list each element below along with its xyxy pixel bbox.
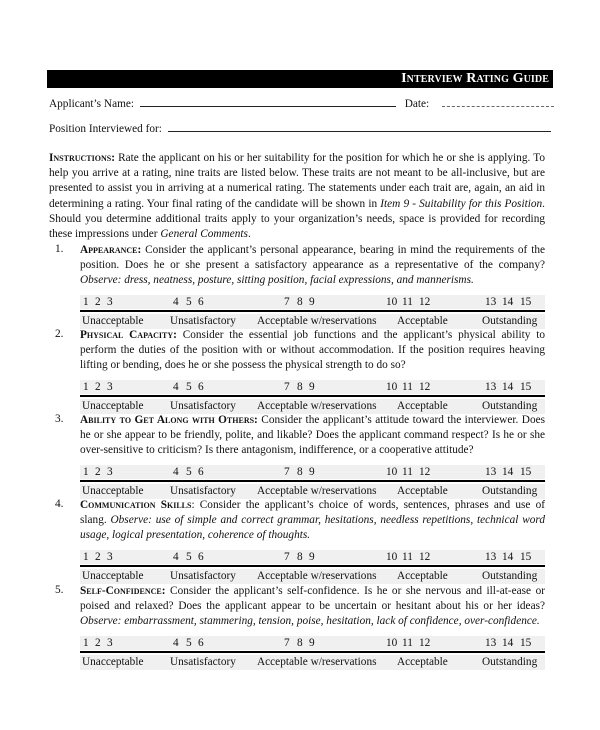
text-segment: Item 9 - Suitability for this Position (380, 197, 543, 210)
rating-labels-row (80, 314, 545, 329)
rating-labels-row (80, 569, 545, 584)
rating-option[interactable]: 9 (309, 381, 315, 393)
rating-numbers-row (80, 465, 545, 479)
rating-numbers-row (80, 380, 545, 394)
rating-label: Unsatisfactory (170, 570, 236, 582)
trait-item (49, 584, 545, 630)
rating-option[interactable]: 4 (173, 637, 179, 649)
rating-option[interactable]: 1 (83, 637, 89, 649)
section-heading: Communication Skills (80, 499, 192, 511)
rating-option[interactable]: 8 (297, 637, 303, 649)
position-line[interactable] (168, 122, 551, 132)
date-line[interactable] (442, 97, 554, 107)
text-segment: Observe: use of simple and correct grammar, hesitations, needless repetitions, technical word usage, logical presentation, coherence of thoughts. (80, 514, 546, 542)
rating-option[interactable]: 2 (95, 466, 101, 478)
text-segment: . (247, 228, 251, 241)
applicant-name-field (49, 97, 554, 110)
rating-option[interactable]: 3 (107, 551, 113, 563)
text-segment: Rate the applicant on his or her suitability for the position for which he or she is applying. To help you arrive at a rating, nine traits are listed below. These traits are not meant to be all-inclusive, but are presented to assist you in arriving at a numerical rating. The statements under each trait are, again, an aid in determining a rating. Your final rating of the candidate will be shown in (49, 152, 545, 210)
rating-option[interactable]: 4 (173, 381, 179, 393)
rating-label: Unsatisfactory (170, 656, 236, 668)
rating-scale (80, 465, 545, 499)
rating-option[interactable]: 14 (502, 296, 514, 308)
rating-label: Outstanding (482, 656, 538, 668)
rating-option[interactable]: 12 (419, 381, 431, 393)
rating-option[interactable]: 2 (95, 551, 101, 563)
trait-item (49, 328, 545, 374)
rating-label: Acceptable (397, 400, 448, 412)
rating-option[interactable]: 13 (485, 381, 497, 393)
rating-option[interactable]: 14 (502, 551, 514, 563)
instructions (49, 151, 545, 242)
rating-option[interactable]: 15 (520, 551, 532, 563)
rating-label: Acceptable w/reservations (257, 485, 377, 497)
rating-option[interactable]: 5 (186, 551, 192, 563)
rating-option[interactable]: 7 (284, 551, 290, 563)
rating-option[interactable]: 8 (297, 551, 303, 563)
rating-option[interactable]: 2 (95, 381, 101, 393)
rating-option[interactable]: 4 (173, 551, 179, 563)
item-number: 4. (55, 498, 64, 510)
rating-labels-row (80, 399, 545, 414)
rating-option[interactable]: 6 (198, 296, 204, 308)
rating-label: Unacceptable (82, 570, 144, 582)
title-bar (47, 70, 553, 88)
rating-label: Unsatisfactory (170, 315, 236, 327)
rating-option[interactable]: 6 (198, 551, 204, 563)
rating-option[interactable]: 8 (297, 466, 303, 478)
rating-option[interactable]: 11 (402, 551, 413, 563)
applicant-name-line[interactable] (140, 97, 396, 107)
rating-option[interactable]: 10 (386, 637, 398, 649)
item-description (80, 243, 545, 289)
rating-option[interactable]: 12 (419, 296, 431, 308)
rating-option[interactable]: 5 (186, 637, 192, 649)
rating-label: Unsatisfactory (170, 400, 236, 412)
rating-option[interactable]: 7 (284, 466, 290, 478)
text-segment: : Consider the applicant’s choice of words, sentences, phrases and use of slang. (80, 499, 545, 527)
text-segment: Consider the applicant’s attitude toward the interviewer. Does he or she appear to be friendly, polite, and likable? Does the applicant command respect? Is he or she over-sensitive to criticism? Is there antagonism, indifference, or a cooperative attitude? (80, 414, 546, 457)
rating-option[interactable]: 13 (485, 637, 497, 649)
item-number: 5. (55, 584, 64, 596)
rating-labels-row (80, 484, 545, 499)
rating-option[interactable]: 11 (402, 466, 413, 478)
rating-option[interactable]: 3 (107, 637, 113, 649)
text-segment: General Comments (160, 228, 248, 241)
page-title: Interview Rating Guide (401, 71, 549, 86)
rating-option[interactable]: 4 (173, 296, 179, 308)
rating-option[interactable]: 6 (198, 381, 204, 393)
divider (80, 651, 545, 653)
rating-option[interactable]: 12 (419, 637, 431, 649)
rating-option[interactable]: 1 (83, 296, 89, 308)
rating-label: Acceptable w/reservations (257, 400, 377, 412)
rating-option[interactable]: 13 (485, 551, 497, 563)
rating-option[interactable]: 15 (520, 296, 532, 308)
rating-label: Unacceptable (82, 400, 144, 412)
rating-option[interactable]: 3 (107, 296, 113, 308)
rating-label: Acceptable (397, 485, 448, 497)
rating-label: Outstanding (482, 485, 538, 497)
rating-label: Acceptable w/reservations (257, 656, 377, 668)
rating-label: Acceptable w/reservations (257, 570, 377, 582)
rating-option[interactable]: 2 (95, 296, 101, 308)
divider (80, 480, 545, 482)
text-segment: Observe: dress, neatness, posture, sitting position, facial expressions, and mannerisms. (80, 274, 474, 287)
text-segment: Observe: embarrassment, stammering, tension, poise, hesitation, lack of confidence, over-confidence. (80, 615, 540, 628)
rating-option[interactable]: 15 (520, 466, 532, 478)
rating-label: Acceptable (397, 656, 448, 668)
divider (80, 310, 545, 312)
rating-labels-row (80, 655, 545, 670)
rating-scale (80, 295, 545, 329)
rating-numbers-row (80, 636, 545, 650)
rating-option[interactable]: 3 (107, 466, 113, 478)
rating-option[interactable]: 7 (284, 296, 290, 308)
item-number: 3. (55, 413, 64, 425)
rating-option[interactable]: 11 (402, 381, 413, 393)
section-heading: Ability to Get Along with Others: (80, 414, 258, 426)
rating-scale (80, 550, 545, 584)
rating-option[interactable]: 10 (386, 296, 398, 308)
rating-option[interactable]: 11 (402, 296, 413, 308)
rating-option[interactable]: 5 (186, 381, 192, 393)
rating-option[interactable]: 3 (107, 381, 113, 393)
rating-option[interactable]: 6 (198, 637, 204, 649)
section-heading: Instructions: (49, 152, 115, 164)
item-number: 1. (55, 243, 64, 255)
position-label: Position Interviewed for: (49, 123, 162, 135)
item-number: 2. (55, 328, 64, 340)
divider (80, 565, 545, 567)
rating-option[interactable]: 9 (309, 466, 315, 478)
section-heading: Physical Capacity: (80, 329, 177, 341)
rating-label: Outstanding (482, 400, 538, 412)
trait-item (49, 243, 545, 289)
position-field (49, 122, 551, 135)
rating-label: Unsatisfactory (170, 485, 236, 497)
rating-label: Outstanding (482, 570, 538, 582)
date-label: Date: (404, 98, 430, 110)
rating-option[interactable]: 5 (186, 296, 192, 308)
rating-option[interactable]: 7 (284, 637, 290, 649)
rating-option[interactable]: 4 (173, 466, 179, 478)
rating-option[interactable]: 7 (284, 381, 290, 393)
rating-option[interactable]: 1 (83, 381, 89, 393)
rating-option[interactable]: 13 (485, 296, 497, 308)
trait-item (49, 498, 545, 544)
rating-option[interactable]: 15 (520, 637, 532, 649)
rating-option[interactable]: 14 (502, 381, 514, 393)
item-description (80, 584, 545, 630)
rating-option[interactable]: 9 (309, 637, 315, 649)
text-segment: Consider the essential job functions and the applicant’s physical ability to perform the duties of the position with or without accommodation. If the position requires heaving lifting or bending, does he or she possess the physical strength to do so? (80, 329, 545, 372)
divider (80, 395, 545, 397)
rating-scale (80, 636, 545, 670)
rating-option[interactable]: 1 (83, 466, 89, 478)
rating-option[interactable]: 1 (83, 551, 89, 563)
rating-numbers-row (80, 550, 545, 564)
rating-option[interactable]: 10 (386, 381, 398, 393)
rating-option[interactable]: 12 (419, 466, 431, 478)
rating-label: Unacceptable (82, 656, 144, 668)
rating-label: Outstanding (482, 315, 538, 327)
rating-scale (80, 380, 545, 414)
rating-option[interactable]: 5 (186, 466, 192, 478)
rating-option[interactable]: 11 (402, 637, 413, 649)
rating-numbers-row (80, 295, 545, 309)
item-description (80, 413, 545, 459)
rating-option[interactable]: 9 (309, 551, 315, 563)
rating-option[interactable]: 15 (520, 381, 532, 393)
rating-label: Acceptable w/reservations (257, 315, 377, 327)
rating-option[interactable]: 10 (386, 551, 398, 563)
applicant-name-label: Applicant’s Name: (49, 98, 135, 110)
rating-option[interactable]: 10 (386, 466, 398, 478)
text-segment: . Should you determine additional traits apply to your organization’s needs, space is provided for recording these impressions under (49, 197, 545, 241)
rating-label: Acceptable (397, 570, 448, 582)
text-segment: Consider the applicant’s self-confidence. Is he or she nervous and ill-at-ease or poised and relaxed? Does the applicant appear to be uncertain or hesitant about his or her ideas? (80, 585, 545, 613)
rating-label: Unacceptable (82, 485, 144, 497)
rating-option[interactable]: 12 (419, 551, 431, 563)
rating-option[interactable]: 14 (502, 466, 514, 478)
section-heading: Appearance: (80, 244, 142, 256)
rating-label: Acceptable (397, 315, 448, 327)
rating-label: Unacceptable (82, 315, 144, 327)
rating-option[interactable]: 6 (198, 466, 204, 478)
section-heading: Self-Confidence: (80, 585, 166, 597)
rating-option[interactable]: 8 (297, 381, 303, 393)
rating-option[interactable]: 2 (95, 637, 101, 649)
rating-option[interactable]: 13 (485, 466, 497, 478)
rating-option[interactable]: 9 (309, 296, 315, 308)
rating-option[interactable]: 8 (297, 296, 303, 308)
rating-option[interactable]: 14 (502, 637, 514, 649)
trait-item (49, 413, 545, 459)
item-description (80, 498, 545, 544)
item-description (80, 328, 545, 374)
text-segment: Consider the applicant’s personal appearance, bearing in mind the requirements of the position. Does he or she present a satisfactory appearance as a representative of the company? (80, 244, 545, 272)
